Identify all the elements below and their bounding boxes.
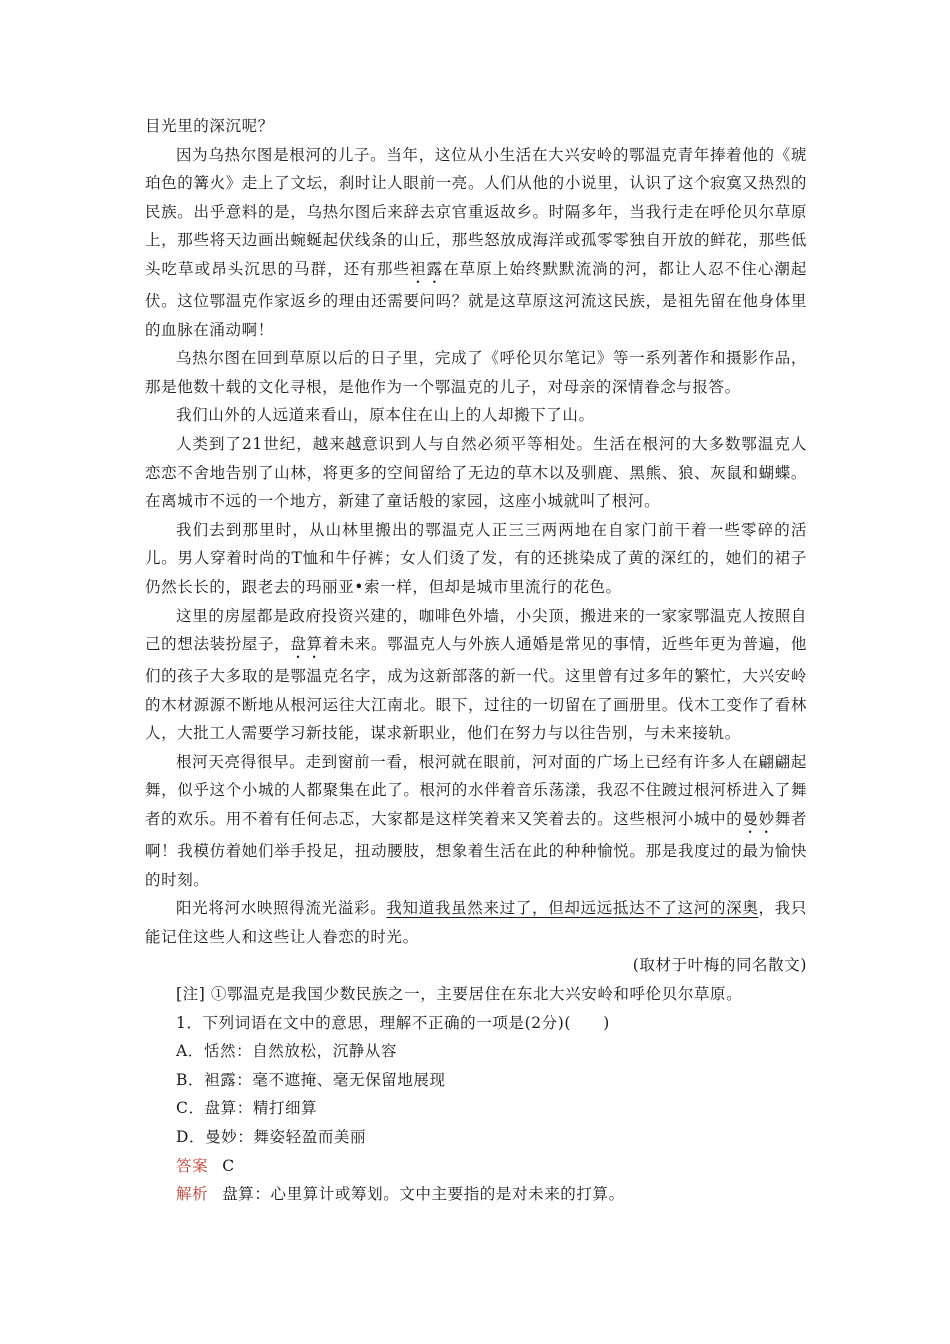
text-run: 着未来。鄂温克人与外族人通婚是常见的事情，近些年更为普遍，他们的孩子大多取的是鄂温克名字，成为这新部落的新一代。这里曾有过多年的繁忙，大兴安岭的木材源源不断地从根河运往大江南北。眼下，过往的一切留在了画册里。伐木工变作了看林人，大批工人需要学习新技能，谋求新职业，他们在努力与以往告别，与未来接轨。 — [145, 635, 807, 743]
footnote: [注] ①鄂温克是我国少数民族之一，主要居住在东北大兴安岭和呼伦贝尔草原。 — [176, 985, 743, 1004]
document-page — [145, 112, 807, 1209]
text-run: 因为乌热尔图是根河的儿子。当年，这位从小生活在大兴安岭的鄂温克青年捧着他的《琥珀色的篝火》走上了文坛，刹时让人眼前一亮。人们从他的小说里，认识了这个寂寞又热烈的民族。出乎意料的是，乌热尔图后来辞去京官重返故乡。时隔多年，当我行走在呼伦贝尔草原上，那些将天边画出蜿蜒起伏线条的山丘，那些怒放成海洋或孤零零独自开放的鲜花，那些低头吃草或昂头沉思的马群，还有那些 — [145, 145, 807, 278]
paragraph: 我们去到那里时，从山林里搬出的鄂温克人正三三两两地在自家门前干着一些零碎的活儿。男人穿着时尚的T恤和牛仔裤；女人们烫了发，有的还挑染成了黄的深红的，她们的裙子仍然长长的，跟老去的玛丽亚•索一样，但却是城市里流行的花色。 — [145, 520, 807, 596]
paragraph — [145, 602, 807, 748]
option-a: A．恬然：自然放松，沉静从容 — [176, 1042, 398, 1061]
question-stem: 1．下列词语在文中的意思，理解不正确的一项是(2分)( ) — [176, 1013, 610, 1032]
paragraph: 目光里的深沉呢？ — [145, 117, 274, 135]
dotted-word: 盘算 — [290, 635, 323, 654]
analysis-line — [145, 1180, 807, 1209]
answer-label: 答案 — [176, 1156, 209, 1175]
text-run: 这里的房屋都是政府投资兴建的，咖啡色外墙，小尖顶，搬进来的一家家鄂温克人按照自己的想法装扮屋子， — [145, 606, 807, 654]
paragraph — [145, 141, 807, 345]
text-run: 在草原上始终默默流淌的河，都让人忍不住心潮起伏。这位鄂温克作家返乡的理由还需要问吗？就是这草原这河流这民族，是祖先留在他身体里的血脉在涌动啊！ — [145, 259, 807, 339]
text-run: 舞者啊！我模仿着她们举手投足，扭动腰肢，想象着生活在此的种种愉悦。那是我度过的最为愉快的时刻。 — [145, 810, 807, 889]
paragraph: 乌热尔图在回到草原以后的日子里，完成了《呼伦贝尔笔记》等一系列著作和摄影作品，那是他数十载的文化寻根，是他作为一个鄂温克的儿子，对母亲的深情眷念与报答。 — [145, 349, 807, 396]
underlined-sentence: 我知道我虽然来过了，但却远远抵达不了这河的深奥 — [386, 899, 759, 918]
option-d: D．曼妙：舞姿轻盈而美丽 — [176, 1128, 367, 1146]
source-citation: (取材于叶梅的同名散文) — [632, 956, 807, 975]
paragraph — [145, 748, 807, 894]
answer-value: C — [222, 1156, 235, 1175]
analysis-label: 解析 — [176, 1185, 209, 1204]
paragraph: 人类到了21世纪，越来越意识到人与自然必须平等相处。生活在根河的大多数鄂温克人恋恋不舍地告别了山林，将更多的空间留给了无边的草木以及驯鹿、黑熊、狼、灰鼠和蝴蝶。在离城市不远的一个地方，新建了童话般的家园，这座小城就叫了根河。 — [145, 434, 807, 511]
dotted-word: 曼妙 — [742, 810, 775, 829]
text-run: 根河天亮得很早。走到窗前一看，根河就在眼前，河对面的广场上已经有许多人在翩翩起舞，似乎这个小城的人都聚集在此了。根河的水伴着音乐荡漾，我忍不住踱过根河桥进入了舞者的欢乐。用不着有任何忐忑，大家都是这样笑着来又笑着去的。这些根河小城中的 — [145, 752, 807, 829]
dotted-word: 袒露 — [409, 259, 444, 278]
paragraph — [145, 894, 807, 951]
option-b: B．袒露：毫不遮掩、毫无保留地展现 — [176, 1070, 446, 1089]
answer-line — [145, 1152, 807, 1181]
text-run: ，我只能记住这些人和这些让人眷恋的时光。 — [145, 899, 807, 946]
text-run: 阳光将河水映照得流光溢彩。 — [176, 899, 387, 918]
analysis-text: 盘算：心里算计或筹划。文中主要指的是对未来的打算。 — [222, 1185, 625, 1204]
paragraph: 我们山外的人远道来看山，原本住在山上的人却搬下了山。 — [176, 406, 595, 425]
option-c: C．盘算：精打细算 — [176, 1099, 318, 1118]
